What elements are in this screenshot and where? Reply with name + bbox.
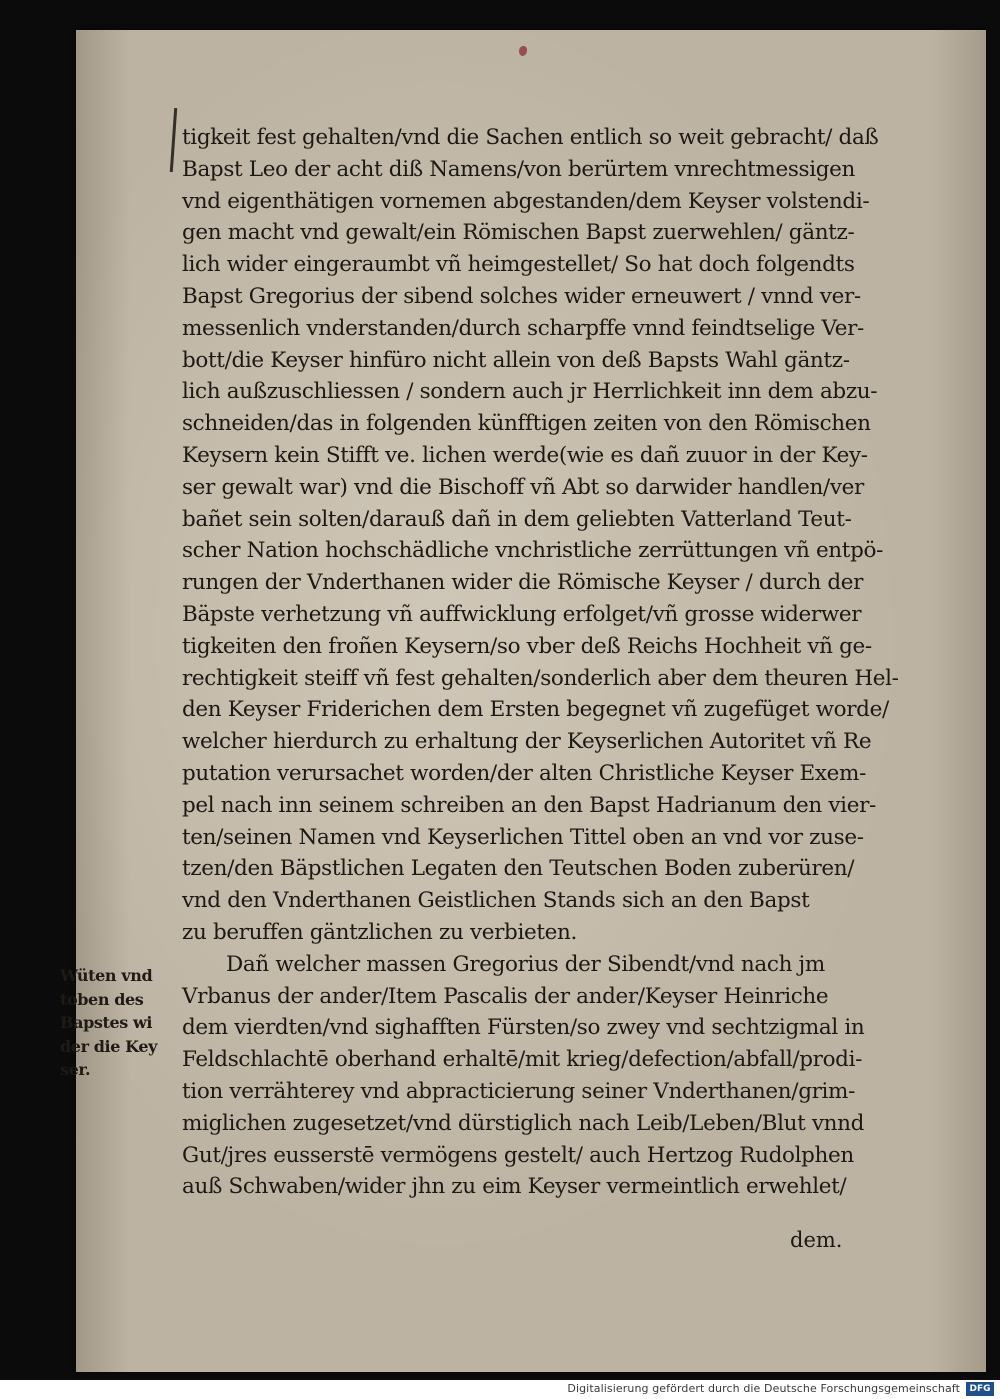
ink-stain [519, 46, 527, 56]
text-line: scher Nation hochschädliche vnchristliche zerrüttungen vñ entpö- [182, 538, 884, 564]
text-line: zu beruffen gäntzlichen zu verbieten. [182, 919, 577, 945]
text-line: putation verursachet worden/der alten Christliche Keyser Exem- [182, 760, 867, 786]
text-line: Keysern kein Stifft ve. lichen werde(wie es dañ zuuor in der Key- [182, 442, 868, 468]
text-line: rungen der Vnderthanen wider die Römische Keyser / durch der [182, 570, 864, 596]
text-line: pel nach inn seinem schreiben an den Bapst Hadrianum den vier- [182, 792, 876, 818]
text-line: lich außzuschliessen / sondern auch jr Herrlichkeit inn dem abzu- [182, 379, 878, 405]
text-line: tzen/den Bäpstlichen Legaten den Teutschen Boden zuberüren/ [182, 856, 855, 882]
text-line: Bäpste verhetzung vñ auffwicklung erfolget/vñ grosse widerwer [182, 601, 862, 627]
dfg-logo-icon: DFG [966, 1382, 994, 1396]
marginal-note-line: Bapstes wi [60, 1013, 153, 1032]
text-line: vnd eigenthätigen vornemen abgestanden/dem Keyser volstendi- [182, 188, 870, 214]
text-line: tion verrähterey vnd abpracticierung seiner Vnderthanen/grim- [182, 1078, 856, 1104]
text-line: ser gewalt war) vnd die Bischoff vñ Abt so darwider handlen/ver [182, 474, 864, 500]
footer-bar [0, 1380, 1000, 1399]
text-line: auß Schwaben/wider jhn zu eim Keyser vermeintlich erwehlet/ [182, 1174, 847, 1200]
text-line: vnd den Vnderthanen Geistlichen Stands sich an den Bapst [182, 888, 810, 914]
text-line: rechtigkeit steiff vñ fest gehalten/sonderlich aber dem theuren Hel- [182, 665, 899, 691]
text-line: Dañ welcher massen Gregorius der Sibendt/vnd nach jm [226, 951, 825, 977]
text-line: ten/seinen Namen vnd Keyserlichen Tittel oben an vnd vor zuse- [182, 824, 864, 850]
text-line: Gut/jres eusserstē vermögens gestelt/ auch Hertzog Rudolphen [182, 1142, 854, 1168]
text-line: Bapst Leo der acht diß Namens/von berürtem vnrechtmessigen [182, 156, 856, 182]
text-line: schneiden/das in folgenden künfftigen zeiten von den Römischen [182, 411, 871, 437]
marginal-note-line: ser. [60, 1060, 91, 1079]
text-line: lich wider eingeraumbt vñ heimgestellet/ So hat doch folgendts [182, 252, 855, 278]
text-line: gen macht vnd gewalt/ein Römischen Bapst zuerwehlen/ gäntz- [182, 220, 855, 246]
funding-notice: Digitalisierung gefördert durch die Deutsche Forschungsgemeinschaft [567, 1382, 960, 1395]
text-line: den Keyser Friderichen dem Ersten begegnet vñ zugefüget worde/ [182, 697, 889, 723]
catchword: dem. [790, 1228, 843, 1252]
text-line: dem vierdten/vnd sighafften Fürsten/so zwey vnd sechtzigmal in [182, 1015, 865, 1041]
text-line: welcher hierdurch zu erhaltung der Keyserlichen Autoritet vñ Re [182, 729, 872, 755]
text-line: Feldschlachtē oberhand erhaltē/mit krieg/defection/abfall/prodi- [182, 1047, 863, 1073]
text-line: Bapst Gregorius der sibend solches wider erneuwert / vnnd ver- [182, 283, 861, 309]
marginal-note [60, 964, 178, 1082]
text-line: messenlich vnderstanden/durch scharpffe vnnd feindtselige Ver- [182, 315, 864, 341]
text-line: miglichen zugesetzet/vnd dürstiglich nach Leib/Leben/Blut vnnd [182, 1110, 865, 1136]
marginal-note-line: toben des [60, 989, 144, 1009]
text-line: bañet sein solten/darauß dañ in dem geliebten Vatterland Teut- [182, 506, 852, 532]
text-line: tigkeiten den froñen Keysern/so vber deß Reichs Hochheit vñ ge- [182, 633, 872, 659]
text-line: bott/die Keyser hinfüro nicht allein von deß Bapsts Wahl gäntz- [182, 347, 850, 373]
marginal-note-line: Wüten vnd [60, 966, 153, 985]
body-text [182, 122, 899, 1203]
text-line: tigkeit fest gehalten/vnd die Sachen entlich so weit gebracht/ daß [182, 125, 879, 150]
text-line: Vrbanus der ander/Item Pascalis der ander/Keyser Heinriche [182, 983, 829, 1009]
marginal-note-line: der die Key [60, 1036, 158, 1056]
